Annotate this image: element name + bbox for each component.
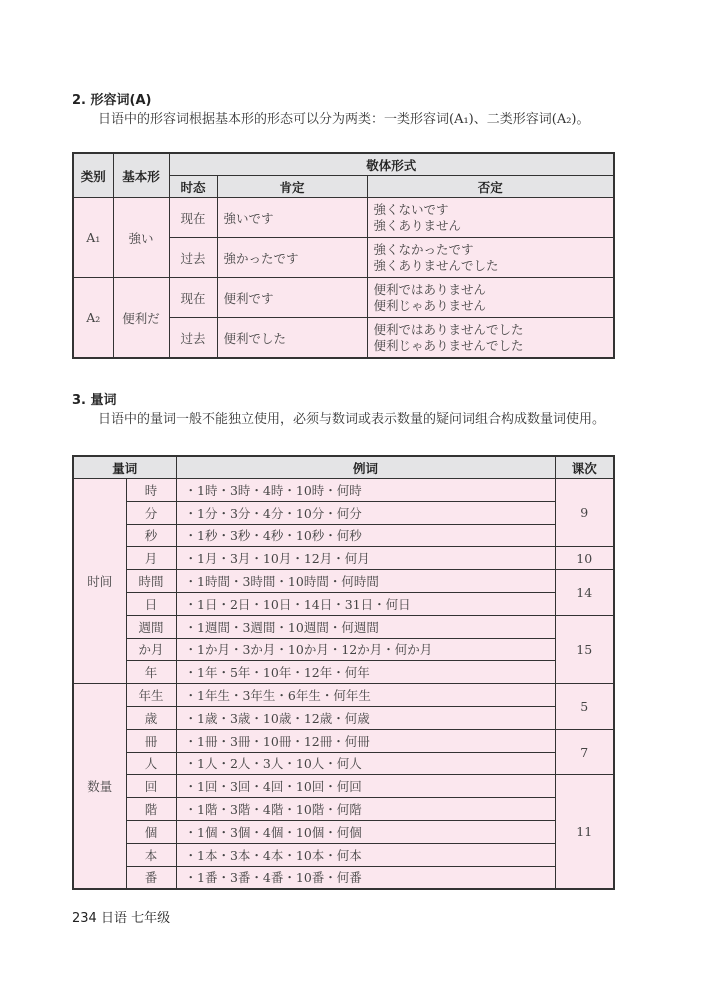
book-title: 日语 七年级 bbox=[100, 911, 171, 926]
counter-cell: 年生 bbox=[126, 684, 176, 707]
examples-cell: ・1回・3回・4回・10回・何回 bbox=[176, 775, 555, 798]
examples-cell: ・1年生・3年生・6年生・何年生 bbox=[176, 684, 555, 707]
counter-cell: 冊 bbox=[126, 729, 176, 752]
table-row bbox=[73, 752, 614, 775]
table-row bbox=[73, 820, 614, 843]
examples-cell: ・1番・3番・4番・10番・何番 bbox=[176, 866, 555, 889]
counter-cell: か月 bbox=[126, 638, 176, 661]
counter-cell: 歳 bbox=[126, 706, 176, 729]
examples-cell: ・1本・3本・4本・10本・何本 bbox=[176, 843, 555, 866]
table-row bbox=[73, 798, 614, 821]
negative-form: 便利ではありません bbox=[373, 281, 487, 297]
examples-cell: ・1週間・3週間・10週間・何週間 bbox=[176, 615, 555, 638]
base-form-cell: 便利だ bbox=[113, 278, 169, 359]
negative-form: 強くありません bbox=[373, 217, 462, 233]
table-row bbox=[73, 775, 614, 798]
header-counter: 量词 bbox=[73, 456, 176, 479]
examples-cell: ・1日・2日・10日・14日・31日・何日 bbox=[176, 592, 555, 615]
table-row bbox=[73, 661, 614, 684]
negative-cell bbox=[367, 278, 614, 318]
section-paragraph-adjectives: 日语中的形容词根据基本形的形态可以分为两类：一类形容词(A₁)、二类形容词(A₂)。 bbox=[98, 112, 590, 127]
header-category: 类别 bbox=[73, 153, 113, 198]
counter-cell: 年 bbox=[126, 661, 176, 684]
examples-cell: ・1分・3分・4分・10分・何分 bbox=[176, 501, 555, 524]
section-paragraph-counters: 日语中的量词一般不能独立使用，必须与数词或表示数量的疑问词组合构成数量词使用。 bbox=[98, 412, 606, 427]
table-row bbox=[73, 479, 614, 502]
section-heading-adjectives: 2. 形容词(A) bbox=[72, 93, 152, 108]
table-row bbox=[73, 501, 614, 524]
table-row bbox=[73, 684, 614, 707]
counter-cell: 時間 bbox=[126, 570, 176, 593]
negative-cell bbox=[367, 198, 614, 238]
table-row bbox=[73, 524, 614, 547]
base-form-cell: 強い bbox=[113, 198, 169, 278]
counter-cell: 個 bbox=[126, 820, 176, 843]
table-row bbox=[73, 729, 614, 752]
tense-cell: 过去 bbox=[169, 318, 217, 359]
counter-table bbox=[72, 455, 615, 890]
counter-cell: 週間 bbox=[126, 615, 176, 638]
section-heading-counters: 3. 量词 bbox=[72, 393, 117, 408]
negative-form: 強くありませんでした bbox=[373, 257, 499, 273]
affirmative-cell: 強いです bbox=[217, 198, 367, 238]
category-cell: 数量 bbox=[73, 684, 126, 890]
examples-cell: ・1冊・3冊・10冊・12冊・何冊 bbox=[176, 729, 555, 752]
affirmative-cell: 強かったです bbox=[217, 238, 367, 278]
category-cell: A₂ bbox=[73, 278, 113, 359]
table-row bbox=[73, 706, 614, 729]
header-lesson: 课次 bbox=[555, 456, 614, 479]
counter-cell: 時 bbox=[126, 479, 176, 502]
counter-cell: 日 bbox=[126, 592, 176, 615]
negative-form: 便利ではありませんでした bbox=[373, 321, 524, 337]
lesson-cell: 15 bbox=[555, 615, 614, 683]
table-row bbox=[73, 547, 614, 570]
examples-cell: ・1歳・3歳・10歳・12歳・何歳 bbox=[176, 706, 555, 729]
counter-cell: 番 bbox=[126, 866, 176, 889]
header-polite-form: 敬体形式 bbox=[169, 153, 614, 176]
counter-cell: 秒 bbox=[126, 524, 176, 547]
negative-cell bbox=[367, 238, 614, 278]
page-footer bbox=[72, 907, 170, 926]
lesson-cell: 11 bbox=[555, 775, 614, 889]
lesson-cell: 10 bbox=[555, 547, 614, 570]
negative-form: 強くないです bbox=[373, 201, 449, 217]
header-affirmative: 肯定 bbox=[217, 176, 367, 198]
table-row bbox=[73, 198, 614, 238]
category-cell: 时间 bbox=[73, 479, 126, 684]
examples-cell: ・1時間・3時間・10時間・何時間 bbox=[176, 570, 555, 593]
negative-form: 便利じゃありませんでした bbox=[373, 337, 524, 353]
negative-cell bbox=[367, 318, 614, 359]
counter-cell: 回 bbox=[126, 775, 176, 798]
counter-cell: 月 bbox=[126, 547, 176, 570]
negative-form: 便利じゃありません bbox=[373, 297, 487, 313]
table-row bbox=[73, 570, 614, 593]
tense-cell: 过去 bbox=[169, 238, 217, 278]
table-row bbox=[73, 615, 614, 638]
page-number: 234 bbox=[72, 911, 97, 926]
examples-cell: ・1月・3月・10月・12月・何月 bbox=[176, 547, 555, 570]
header-base-form: 基本形 bbox=[113, 153, 169, 198]
affirmative-cell: 便利です bbox=[217, 278, 367, 318]
tense-cell: 现在 bbox=[169, 278, 217, 318]
affirmative-cell: 便利でした bbox=[217, 318, 367, 359]
table-row bbox=[73, 843, 614, 866]
tense-cell: 现在 bbox=[169, 198, 217, 238]
counter-cell: 人 bbox=[126, 752, 176, 775]
lesson-cell: 7 bbox=[555, 729, 614, 775]
table-row bbox=[73, 866, 614, 889]
category-cell: A₁ bbox=[73, 198, 113, 278]
examples-cell: ・1個・3個・4個・10個・何個 bbox=[176, 820, 555, 843]
counter-cell: 階 bbox=[126, 798, 176, 821]
examples-cell: ・1時・3時・4時・10時・何時 bbox=[176, 479, 555, 502]
counter-cell: 分 bbox=[126, 501, 176, 524]
examples-cell: ・1か月・3か月・10か月・12か月・何か月 bbox=[176, 638, 555, 661]
examples-cell: ・1年・5年・10年・12年・何年 bbox=[176, 661, 555, 684]
header-tense: 时态 bbox=[169, 176, 217, 198]
adjective-table bbox=[72, 152, 615, 359]
table-row bbox=[73, 592, 614, 615]
header-examples: 例词 bbox=[176, 456, 555, 479]
examples-cell: ・1人・2人・3人・10人・何人 bbox=[176, 752, 555, 775]
examples-cell: ・1階・3階・4階・10階・何階 bbox=[176, 798, 555, 821]
lesson-cell: 9 bbox=[555, 479, 614, 547]
lesson-cell: 14 bbox=[555, 570, 614, 616]
examples-cell: ・1秒・3秒・4秒・10秒・何秒 bbox=[176, 524, 555, 547]
header-negative: 否定 bbox=[367, 176, 614, 198]
table-row bbox=[73, 278, 614, 318]
lesson-cell: 5 bbox=[555, 684, 614, 730]
table-row bbox=[73, 638, 614, 661]
counter-cell: 本 bbox=[126, 843, 176, 866]
negative-form: 強くなかったです bbox=[373, 241, 474, 257]
